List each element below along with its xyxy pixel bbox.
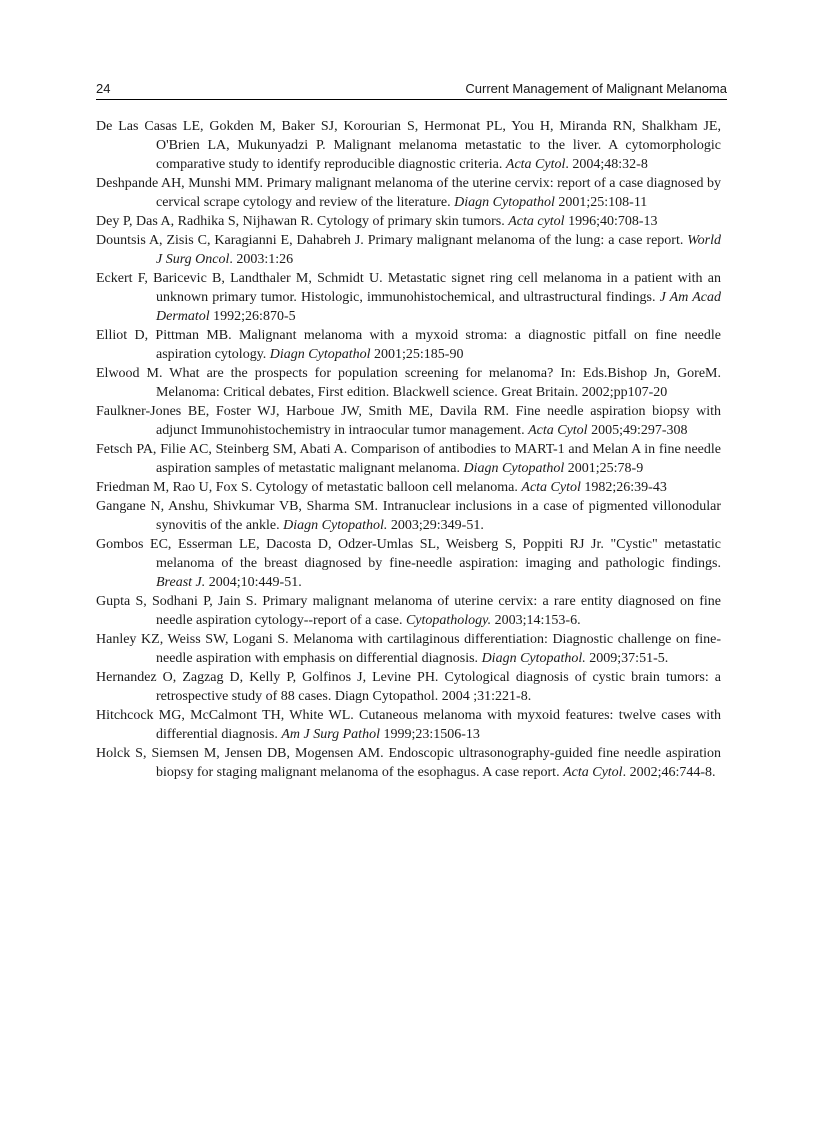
reference-journal: Am J Surg Pathol [281,727,380,742]
reference-journal: J Am Acad Dermatol [156,290,721,324]
reference-citation: 1996;40:708-13 [564,214,658,229]
reference-citation: 2001;25:185-90 [370,347,464,362]
reference-text: Fetsch PA, Filie AC, Steinberg SM, Abati A. Comparison of antibodies to MART-1 and Melan A in fine needle aspiration samples of metastatic malignant melanoma. [96,442,721,476]
reference-entry [96,706,721,744]
reference-citation: 2004;10:449-51. [205,575,302,590]
reference-entry [96,212,721,231]
reference-journal: Diagn Cytopathol. [283,518,388,533]
reference-journal: Diagn Cytopathol [463,461,565,476]
reference-citation: 1999;23:1506-13 [379,727,480,742]
reference-text: De Las Casas LE, Gokden M, Baker SJ, Korourian S, Hermonat PL, You H, Miranda RN, Shalkham JE, O'Brien LA, Mukunyadzi P. Malignant melanoma metastatic to the liver. A cytomorphologic comparative study to identify reproducible diagnostic criteria. [96,119,721,172]
reference-citation: 2001;25:78-9 [564,461,644,476]
reference-citation: 2003;29:349-51. [387,518,484,533]
reference-entry [96,402,721,440]
reference-journal: World J Surg Oncol [156,233,721,267]
reference-entry [96,174,721,212]
reference-text: Eckert F, Baricevic B, Landthaler M, Schmidt U. Metastatic signet ring cell melanoma in a patient with an unknown primary tumor. Histologic, immunohistochemical, and ultrastructural findings. [96,271,721,305]
reference-text: Hanley KZ, Weiss SW, Logani S. Melanoma with cartilaginous differentiation: Diagnostic challenge on fine-needle aspiration with emphasis on differential diagnosis. [96,632,721,666]
reference-text: Hernandez O, Zagzag D, Kelly P, Golfinos J, Levine PH. Cytological diagnosis of cystic brain tumors: a retrospective study of 88 cases. Diagn Cytopathol. 2004 ;31:221-8. [96,670,721,704]
reference-citation: . 2003:1:26 [229,252,294,267]
reference-text: Elwood M. What are the prospects for population screening for melanoma? In: Eds.Bishop Jn, GoreM. Melanoma: Critical debates, First edition. Blackwell science. Great Britain. 2002;pp107-20 [96,366,721,400]
reference-journal: Acta Cytol [521,480,581,495]
reference-citation: . 2002;46:744-8. [622,765,716,780]
reference-citation: 2005;49:297-308 [587,423,688,438]
page-number: 24 [96,81,111,96]
running-title: Current Management of Malignant Melanoma [465,81,727,96]
reference-text: Dey P, Das A, Radhika S, Nijhawan R. Cytology of primary skin tumors. [96,214,509,229]
reference-journal: Acta cytol [508,214,565,229]
reference-text: Dountsis A, Zisis C, Karagianni E, Dahabreh J. Primary malignant melanoma of the lung: a case report. [96,233,688,248]
reference-text: Deshpande AH, Munshi MM. Primary malignant melanoma of the uterine cervix: report of a case diagnosed by cervical scrape cytology and review of the literature. [96,176,721,210]
reference-text: Gupta S, Sodhani P, Jain S. Primary malignant melanoma of uterine cervix: a rare entity diagnosed on fine needle aspiration cytology--report of a case. [96,594,721,628]
reference-entry [96,269,721,326]
reference-text: Elliot D, Pittman MB. Malignant melanoma with a myxoid stroma: a diagnostic pitfall on fine needle aspiration cytology. [96,328,721,362]
reference-entry [96,630,721,668]
reference-journal: Cytopathology. [405,613,492,628]
reference-list [96,117,721,782]
reference-text: Hitchcock MG, McCalmont TH, White WL. Cutaneous melanoma with myxoid features: twelve cases with differential diagnosis. [96,708,721,742]
reference-citation: 1982;26:39-43 [580,480,667,495]
reference-entry [96,364,721,402]
reference-citation: 2003;14:153-6. [491,613,581,628]
reference-journal: Diagn Cytopathol [454,195,555,210]
reference-journal: Acta Cytol [563,765,623,780]
reference-citation: 2009;37:51-5. [585,651,669,666]
reference-entry [96,117,721,174]
reference-text: Gangane N, Anshu, Shivkumar VB, Sharma SM. Intranuclear inclusions in a case of pigmented villonodular synovitis of the ankle. [96,499,721,533]
reference-journal: Diagn Cytopathol. [481,651,586,666]
reference-text: Friedman M, Rao U, Fox S. Cytology of metastatic balloon cell melanoma. [96,480,522,495]
reference-journal: Diagn Cytopathol [269,347,371,362]
reference-entry [96,592,721,630]
reference-text: Gombos EC, Esserman LE, Dacosta D, Odzer-Umlas SL, Weisberg S, Poppiti RJ Jr. "Cystic" metastatic melanoma of the breast diagnosed by fine-needle aspiration: imaging and pathologic findings. [96,537,721,571]
reference-journal: Acta Cytol [528,423,588,438]
reference-entry [96,497,721,535]
reference-text: Faulkner-Jones BE, Foster WJ, Harboue JW, Smith ME, Davila RM. Fine needle aspiration biopsy with adjunct Immunohistochemistry in intraocular tumor management. [96,404,721,438]
page-header [96,80,727,100]
reference-entry [96,478,721,497]
reference-entry [96,744,721,782]
reference-entry [96,231,721,269]
reference-citation: 1992;26:870-5 [209,309,296,324]
reference-entry [96,668,721,706]
reference-citation: . 2004;48:32-8 [565,157,648,172]
reference-entry [96,326,721,364]
reference-journal: Acta Cytol [505,157,566,172]
reference-journal: Breast J. [156,575,206,590]
reference-citation: 2001;25:108-11 [554,195,648,210]
reference-text: Holck S, Siemsen M, Jensen DB, Mogensen AM. Endoscopic ultrasonography-guided fine needle aspiration biopsy for staging malignant melanoma of the esophagus. A case report. [96,746,721,780]
reference-entry [96,440,721,478]
reference-entry [96,535,721,592]
